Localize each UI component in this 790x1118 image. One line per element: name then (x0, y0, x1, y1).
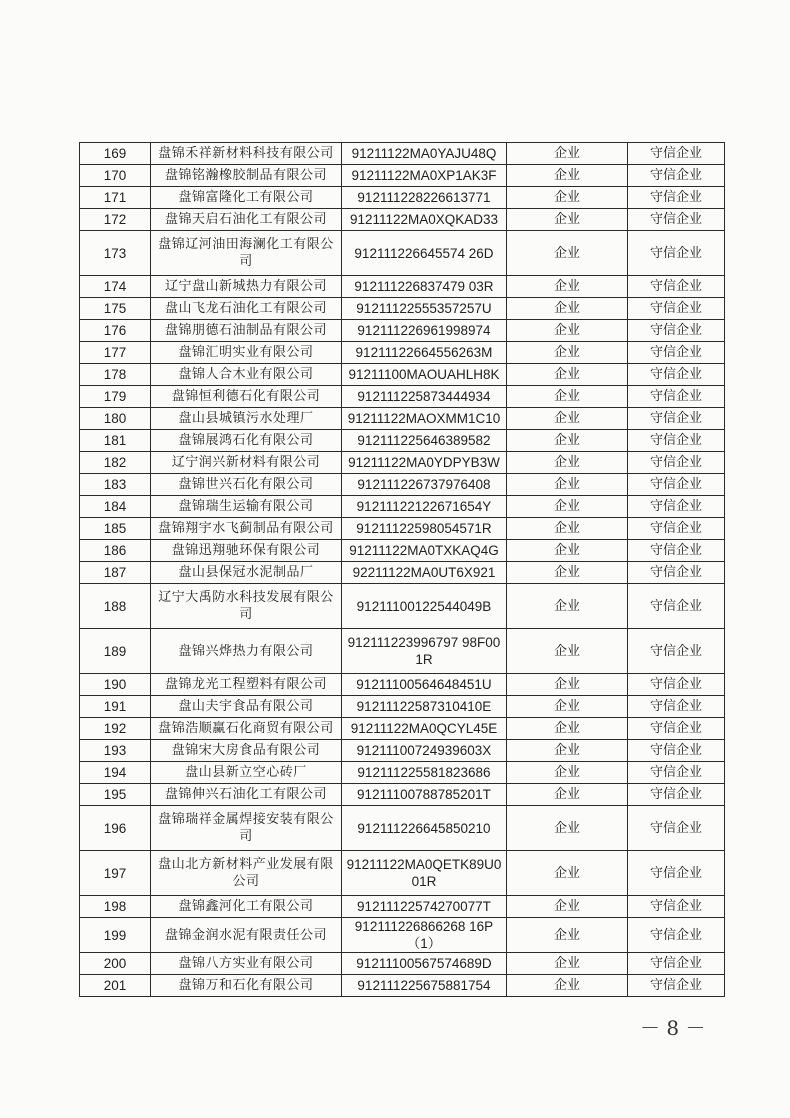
credit-rating: 守信企业 (628, 342, 725, 364)
credit-code: 912111226837479 03R (342, 276, 507, 298)
credit-code: 912111226645574 26D (342, 231, 507, 276)
table-row (80, 762, 725, 784)
row-number: 195 (80, 784, 151, 806)
table-row (80, 975, 725, 997)
row-number: 189 (80, 629, 151, 674)
credit-rating: 守信企业 (628, 320, 725, 342)
credit-code: 912111226961998974 (342, 320, 507, 342)
table-row (80, 342, 725, 364)
entity-type: 企业 (507, 740, 628, 762)
credit-rating: 守信企业 (628, 562, 725, 584)
credit-code: 912111226737976408 (342, 474, 507, 496)
company-name: 盘锦瑞生运输有限公司 (151, 496, 342, 518)
table-row (80, 209, 725, 231)
entity-type: 企业 (507, 851, 628, 896)
row-number: 176 (80, 320, 151, 342)
credit-rating: 守信企业 (628, 165, 725, 187)
entity-type: 企业 (507, 408, 628, 430)
credit-code: 912111223996797 98F001R (342, 629, 507, 674)
row-number: 187 (80, 562, 151, 584)
credit-code: 912111228226613771 (342, 187, 507, 209)
entity-type: 企业 (507, 518, 628, 540)
row-number: 171 (80, 187, 151, 209)
entity-type: 企业 (507, 562, 628, 584)
credit-rating: 守信企业 (628, 187, 725, 209)
row-number: 181 (80, 430, 151, 452)
credit-rating: 守信企业 (628, 851, 725, 896)
credit-code: 91211122MA0TXKAQ4G (342, 540, 507, 562)
entity-type: 企业 (507, 320, 628, 342)
company-name: 盘山飞龙石油化工有限公司 (151, 298, 342, 320)
entity-type: 企业 (507, 584, 628, 629)
company-name: 盘锦龙光工程塑料有限公司 (151, 674, 342, 696)
row-number: 172 (80, 209, 151, 231)
row-number: 201 (80, 975, 151, 997)
table-row (80, 896, 725, 918)
entity-type: 企业 (507, 540, 628, 562)
entity-type: 企业 (507, 696, 628, 718)
row-number: 199 (80, 918, 151, 953)
table-row (80, 452, 725, 474)
table-row (80, 718, 725, 740)
company-name: 盘锦汇明实业有限公司 (151, 342, 342, 364)
entity-type: 企业 (507, 474, 628, 496)
row-number: 182 (80, 452, 151, 474)
credit-code: 91211100MAOUAHLH8K (342, 364, 507, 386)
row-number: 196 (80, 806, 151, 851)
credit-rating: 守信企业 (628, 518, 725, 540)
credit-code: 91211122MA0QETK89U001R (342, 851, 507, 896)
credit-code: 91211122587310410E (342, 696, 507, 718)
page-number: － 8 － (640, 1016, 706, 1040)
row-number: 183 (80, 474, 151, 496)
row-number: 197 (80, 851, 151, 896)
credit-rating: 守信企业 (628, 209, 725, 231)
credit-rating: 守信企业 (628, 740, 725, 762)
company-name: 盘山县保冠水泥制品厂 (151, 562, 342, 584)
credit-code: 912111225873444934 (342, 386, 507, 408)
row-number: 190 (80, 674, 151, 696)
credit-code: 91211122MA0YAJU48Q (342, 143, 507, 165)
credit-code: 91211122555357257U (342, 298, 507, 320)
credit-code: 91211122MA0XQKAD33 (342, 209, 507, 231)
table-row (80, 320, 725, 342)
company-name: 盘锦世兴石化有限公司 (151, 474, 342, 496)
credit-rating: 守信企业 (628, 674, 725, 696)
table-row (80, 740, 725, 762)
entity-type: 企业 (507, 918, 628, 953)
table-row (80, 953, 725, 975)
credit-rating: 守信企业 (628, 143, 725, 165)
entity-type: 企业 (507, 452, 628, 474)
row-number: 200 (80, 953, 151, 975)
entity-type: 企业 (507, 386, 628, 408)
table-row (80, 584, 725, 629)
entity-type: 企业 (507, 364, 628, 386)
company-name: 辽宁大禹防水科技发展有限公司 (151, 584, 342, 629)
credit-code: 91211100567574689D (342, 953, 507, 975)
row-number: 175 (80, 298, 151, 320)
row-number: 191 (80, 696, 151, 718)
row-number: 186 (80, 540, 151, 562)
company-name: 盘锦富隆化工有限公司 (151, 187, 342, 209)
credit-rating: 守信企业 (628, 762, 725, 784)
entity-type: 企业 (507, 231, 628, 276)
company-name: 盘山县城镇污水处理厂 (151, 408, 342, 430)
credit-rating: 守信企业 (628, 430, 725, 452)
company-name: 盘锦人合木业有限公司 (151, 364, 342, 386)
table-row (80, 851, 725, 896)
entity-type: 企业 (507, 209, 628, 231)
credit-rating: 守信企业 (628, 918, 725, 953)
credit-code: 92211122MA0UT6X921 (342, 562, 507, 584)
row-number: 170 (80, 165, 151, 187)
company-name: 盘锦万和石化有限公司 (151, 975, 342, 997)
credit-code: 91211100564648451U (342, 674, 507, 696)
credit-code: 912111225581823686 (342, 762, 507, 784)
entity-type: 企业 (507, 143, 628, 165)
table-row (80, 806, 725, 851)
credit-code: 91211122MA0XP1AK3F (342, 165, 507, 187)
credit-rating: 守信企业 (628, 364, 725, 386)
credit-rating: 守信企业 (628, 784, 725, 806)
credit-code: 91211122574270077T (342, 896, 507, 918)
credit-rating: 守信企业 (628, 408, 725, 430)
entity-type: 企业 (507, 629, 628, 674)
row-number: 173 (80, 231, 151, 276)
table-row (80, 518, 725, 540)
company-name: 盘锦朋德石油制品有限公司 (151, 320, 342, 342)
credit-code: 91211122122671654Y (342, 496, 507, 518)
company-name: 盘锦展鸿石化有限公司 (151, 430, 342, 452)
table-row (80, 496, 725, 518)
company-name: 盘锦翔宇水飞蓟制品有限公司 (151, 518, 342, 540)
entity-type: 企业 (507, 496, 628, 518)
credit-rating: 守信企业 (628, 696, 725, 718)
credit-rating: 守信企业 (628, 718, 725, 740)
enterprise-table (79, 142, 725, 997)
table-row (80, 187, 725, 209)
company-name: 盘锦辽河油田海澜化工有限公司 (151, 231, 342, 276)
entity-type: 企业 (507, 674, 628, 696)
enterprise-table-body (80, 143, 725, 997)
credit-code: 912111226866268 16P（1） (342, 918, 507, 953)
credit-code: 91211100122544049B (342, 584, 507, 629)
table-row (80, 474, 725, 496)
company-name: 盘锦金润水泥有限责任公司 (151, 918, 342, 953)
row-number: 177 (80, 342, 151, 364)
entity-type: 企业 (507, 298, 628, 320)
credit-code: 91211122598054571R (342, 518, 507, 540)
table-row (80, 562, 725, 584)
table-row (80, 784, 725, 806)
credit-rating: 守信企业 (628, 231, 725, 276)
credit-rating: 守信企业 (628, 584, 725, 629)
company-name: 盘山北方新材料产业发展有限公司 (151, 851, 342, 896)
table-row (80, 165, 725, 187)
credit-rating: 守信企业 (628, 540, 725, 562)
credit-code: 912111226645850210 (342, 806, 507, 851)
credit-code: 912111225675881754 (342, 975, 507, 997)
company-name: 盘山县新立空心砖厂 (151, 762, 342, 784)
table-row (80, 231, 725, 276)
credit-code: 91211122664556263M (342, 342, 507, 364)
credit-code: 91211122MA0QCYL45E (342, 718, 507, 740)
row-number: 174 (80, 276, 151, 298)
entity-type: 企业 (507, 953, 628, 975)
company-name: 盘锦八方实业有限公司 (151, 953, 342, 975)
company-name: 盘锦铭瀚橡胶制品有限公司 (151, 165, 342, 187)
row-number: 179 (80, 386, 151, 408)
entity-type: 企业 (507, 806, 628, 851)
row-number: 188 (80, 584, 151, 629)
credit-rating: 守信企业 (628, 629, 725, 674)
company-name: 盘锦宋大房食品有限公司 (151, 740, 342, 762)
table-row (80, 276, 725, 298)
table-row (80, 540, 725, 562)
company-name: 盘锦伸兴石油化工有限公司 (151, 784, 342, 806)
company-name: 盘山夫宇食品有限公司 (151, 696, 342, 718)
credit-code: 91211122MAOXMM1C10 (342, 408, 507, 430)
company-name: 盘锦瑞祥金属焊接安装有限公司 (151, 806, 342, 851)
credit-rating: 守信企业 (628, 806, 725, 851)
table-row (80, 143, 725, 165)
credit-rating: 守信企业 (628, 896, 725, 918)
table-row (80, 674, 725, 696)
credit-code: 91211122MA0YDPYB3W (342, 452, 507, 474)
company-name: 盘锦迅翔驰环保有限公司 (151, 540, 342, 562)
credit-rating: 守信企业 (628, 953, 725, 975)
entity-type: 企业 (507, 430, 628, 452)
entity-type: 企业 (507, 342, 628, 364)
company-name: 盘锦鑫河化工有限公司 (151, 896, 342, 918)
entity-type: 企业 (507, 975, 628, 997)
company-name: 盘锦浩顺赢石化商贸有限公司 (151, 718, 342, 740)
entity-type: 企业 (507, 784, 628, 806)
entity-type: 企业 (507, 187, 628, 209)
row-number: 192 (80, 718, 151, 740)
table-row (80, 918, 725, 953)
credit-code: 912111225646389582 (342, 430, 507, 452)
credit-code: 91211100724939603X (342, 740, 507, 762)
table-row (80, 430, 725, 452)
credit-rating: 守信企业 (628, 298, 725, 320)
credit-rating: 守信企业 (628, 474, 725, 496)
table-row (80, 386, 725, 408)
table-row (80, 408, 725, 430)
row-number: 193 (80, 740, 151, 762)
company-name: 盘锦禾祥新材料科技有限公司 (151, 143, 342, 165)
credit-rating: 守信企业 (628, 975, 725, 997)
table-row (80, 298, 725, 320)
table-row (80, 696, 725, 718)
table-row (80, 364, 725, 386)
entity-type: 企业 (507, 896, 628, 918)
credit-rating: 守信企业 (628, 276, 725, 298)
credit-rating: 守信企业 (628, 386, 725, 408)
entity-type: 企业 (507, 165, 628, 187)
company-name: 辽宁盘山新城热力有限公司 (151, 276, 342, 298)
company-name: 辽宁润兴新材料有限公司 (151, 452, 342, 474)
row-number: 180 (80, 408, 151, 430)
entity-type: 企业 (507, 276, 628, 298)
credit-rating: 守信企业 (628, 496, 725, 518)
company-name: 盘锦天启石油化工有限公司 (151, 209, 342, 231)
row-number: 178 (80, 364, 151, 386)
company-name: 盘锦恒利德石化有限公司 (151, 386, 342, 408)
credit-rating: 守信企业 (628, 452, 725, 474)
row-number: 169 (80, 143, 151, 165)
entity-type: 企业 (507, 718, 628, 740)
entity-type: 企业 (507, 762, 628, 784)
row-number: 198 (80, 896, 151, 918)
company-name: 盘锦兴烨热力有限公司 (151, 629, 342, 674)
row-number: 184 (80, 496, 151, 518)
row-number: 185 (80, 518, 151, 540)
row-number: 194 (80, 762, 151, 784)
credit-code: 91211100788785201T (342, 784, 507, 806)
table-row (80, 629, 725, 674)
